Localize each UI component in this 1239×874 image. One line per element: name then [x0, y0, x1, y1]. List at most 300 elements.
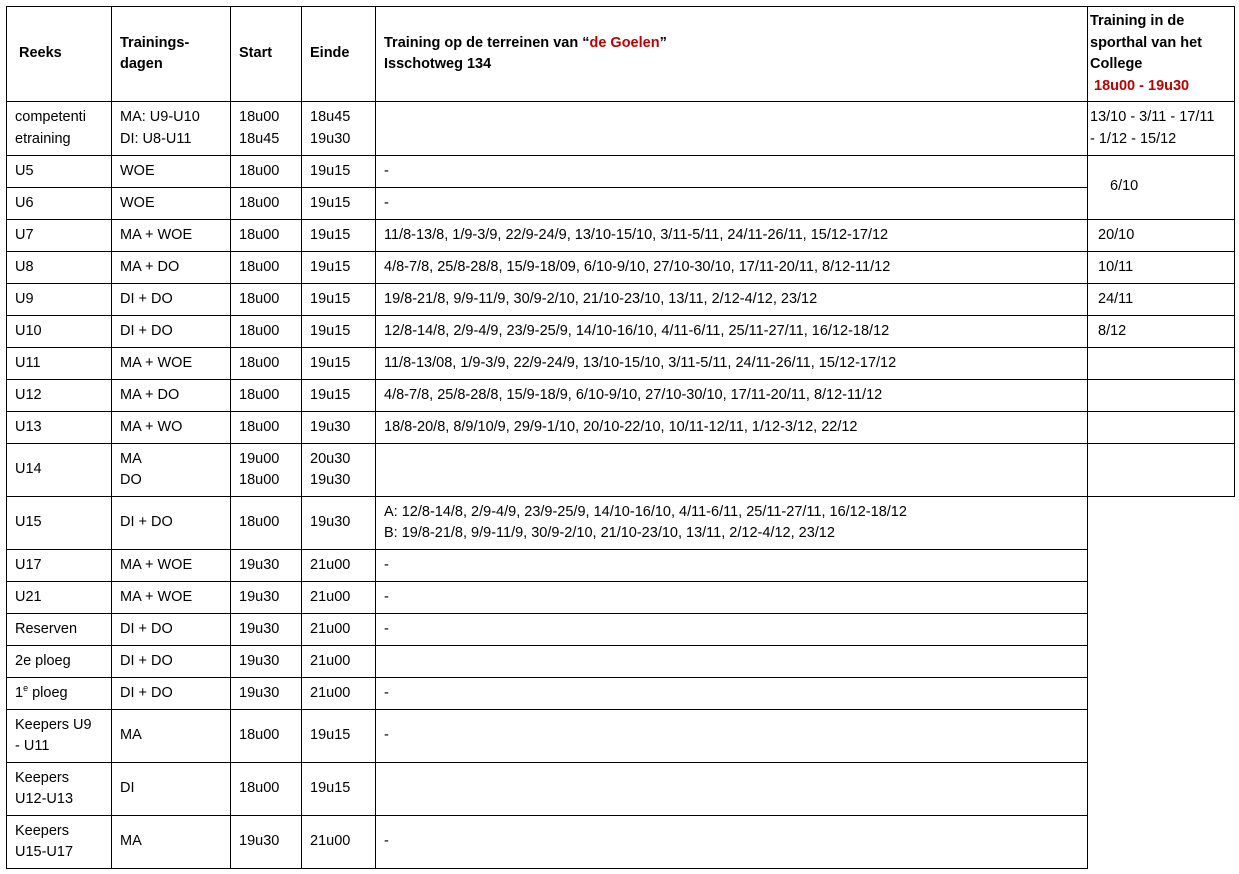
row-sporthal-text — [1098, 225, 1226, 247]
row-terrein — [375, 443, 1088, 497]
row-dagen-text — [120, 831, 222, 853]
row-start-text — [239, 619, 293, 641]
row-einde-line: 19u15 — [310, 780, 351, 797]
row-terrein-text — [384, 619, 1079, 641]
row-start-line: 18u00 — [239, 162, 280, 179]
row-terrein-line: 4/8-7/8, 25/8-28/8, 15/9-18/9, 6/10-9/10, 27/10-30/10, 17/11-20/11, 8/12-11/12 — [384, 386, 883, 403]
row-terrein-text — [384, 587, 1079, 609]
row-reeks-text — [15, 257, 103, 279]
row-einde — [301, 379, 376, 412]
row-terrein-line: B: 19/8-21/8, 9/9-11/9, 30/9-2/10, 21/10-23/10, 13/11, 2/12-4/12, 23/12 — [384, 525, 835, 541]
row-dagen — [111, 315, 231, 348]
row-terrein-line: 18/8-20/8, 8/9/10/9, 29/9-1/10, 20/10-22/10, 10/11-12/11, 1/12-3/12, 22/12 — [384, 418, 858, 435]
row-dagen-text — [120, 107, 222, 150]
row-start — [230, 549, 302, 582]
row-terrein-line: 4/8-7/8, 25/8-28/8, 15/9-18/09, 6/10-9/10, 27/10-30/10, 17/11-20/11, 8/12-11/12 — [384, 258, 891, 275]
row-sporthal-line: 10/11 — [1098, 258, 1134, 275]
row-start-line: 18u00 — [239, 226, 280, 243]
row-start — [230, 443, 302, 497]
row-dagen-text — [120, 778, 222, 800]
row-start — [230, 283, 302, 316]
row-einde-line: 19u15 — [310, 290, 351, 307]
row-start-text — [239, 257, 293, 279]
row-reeks-text — [15, 107, 103, 150]
header-start-label: Start — [239, 45, 273, 62]
row-sporthal-line: 20/10 — [1098, 226, 1135, 243]
row-start-line: 18u00 — [239, 258, 280, 275]
row-terrein — [375, 709, 1088, 763]
row-start-text — [239, 225, 293, 247]
row-start-text — [239, 193, 293, 215]
row-reeks — [6, 411, 112, 444]
row-start — [230, 677, 302, 710]
row-terrein-text — [384, 555, 1079, 577]
row-terrein — [375, 251, 1088, 284]
row-sporthal — [1087, 101, 1235, 156]
row-sporthal — [1087, 251, 1235, 284]
row-start-line: 19u30 — [239, 620, 280, 637]
row-reeks-text — [15, 161, 103, 183]
row-einde-text — [310, 417, 367, 439]
row-start-text — [239, 587, 293, 609]
row-start-text — [239, 449, 293, 492]
row-reeks-text — [15, 385, 103, 407]
row-reeks — [6, 709, 112, 763]
row-einde-text — [310, 587, 367, 609]
row-einde-text — [310, 831, 367, 853]
row-einde — [301, 155, 376, 188]
row-terrein-line: - — [384, 588, 389, 605]
row-reeks — [6, 347, 112, 380]
row-reeks-text — [15, 321, 103, 343]
row-einde-line: 19u15 — [310, 258, 351, 275]
row-einde — [301, 411, 376, 444]
row-reeks-line: Keepers — [15, 822, 70, 839]
row-start-text — [239, 512, 293, 534]
row-dagen-text — [120, 512, 222, 534]
row-einde-text — [310, 619, 367, 641]
row-terrein — [375, 677, 1088, 710]
row-start — [230, 613, 302, 646]
row-reeks-line: U11 — [15, 354, 41, 371]
row-einde — [301, 645, 376, 678]
row-start-text — [239, 161, 293, 183]
row-reeks — [6, 496, 112, 550]
row-terrein-line: - — [384, 833, 389, 850]
row-dagen — [111, 443, 231, 497]
row-einde — [301, 101, 376, 156]
row-einde-line: 21u00 — [310, 652, 351, 669]
row-terrein — [375, 379, 1088, 412]
row-terrein-text — [384, 321, 1079, 343]
header-sporthal-line: sporthal van het — [1090, 34, 1202, 51]
row-start-line: 19u30 — [239, 556, 280, 573]
row-start — [230, 187, 302, 220]
row-reeks-line: U13 — [15, 418, 42, 435]
row-dagen-text — [120, 225, 222, 247]
row-sporthal-line: 13/10 - 3/11 - 17/11 — [1090, 109, 1215, 125]
header-einde-label: Einde — [310, 45, 350, 62]
row-dagen — [111, 815, 231, 869]
row-reeks-superscript: e — [23, 682, 29, 693]
row-sporthal-line: - 1/12 - 15/12 — [1090, 130, 1177, 147]
row-start — [230, 379, 302, 412]
row-reeks-text — [15, 768, 103, 811]
row-reeks-line: - U11 — [15, 738, 50, 754]
row-dagen-text — [120, 161, 222, 183]
row-sporthal — [1087, 411, 1235, 444]
row-dagen-text — [120, 449, 222, 492]
row-sporthal — [1087, 379, 1235, 412]
row-einde — [301, 762, 376, 816]
row-start-line: 18u00 — [239, 727, 280, 744]
row-einde-line: 18u45 — [310, 109, 351, 125]
row-reeks-line: 2e ploeg — [15, 652, 71, 669]
row-einde-text — [310, 555, 367, 577]
row-dagen-line: DI + DO — [120, 322, 173, 339]
row-einde-text — [310, 289, 367, 311]
header-trainingsdagen-line: Trainings- — [120, 34, 190, 51]
row-dagen — [111, 613, 231, 646]
row-terrein — [375, 645, 1088, 678]
row-dagen-line: MA + WOE — [120, 226, 193, 243]
row-reeks — [6, 613, 112, 646]
row-terrein — [375, 411, 1088, 444]
header-start — [230, 6, 302, 102]
row-einde-line: 21u00 — [310, 684, 351, 701]
row-terrein — [375, 815, 1088, 869]
row-dagen — [111, 645, 231, 678]
row-reeks-text — [15, 651, 103, 673]
row-reeks — [6, 155, 112, 188]
row-dagen-line: DI + DO — [120, 514, 173, 531]
header-einde-text — [310, 43, 367, 65]
row-dagen-line: DI + DO — [120, 620, 173, 637]
row-dagen-text — [120, 289, 222, 311]
row-start-line: 18u00 — [239, 418, 280, 435]
row-dagen-line: MA: U9-U10 — [120, 109, 200, 125]
row-start-text — [239, 651, 293, 673]
row-reeks-text — [15, 555, 103, 577]
row-reeks — [6, 645, 112, 678]
row-einde — [301, 443, 376, 497]
row-start-text — [239, 725, 293, 747]
row-dagen — [111, 549, 231, 582]
row-terrein — [375, 549, 1088, 582]
row-reeks — [6, 379, 112, 412]
row-einde-line: 21u00 — [310, 556, 351, 573]
row-sporthal-text — [1098, 321, 1226, 343]
row-einde-line: 19u15 — [310, 194, 351, 211]
row-dagen — [111, 155, 231, 188]
row-einde — [301, 187, 376, 220]
row-dagen — [111, 496, 231, 550]
row-terrein-text — [384, 289, 1079, 311]
row-terrein-line: 11/8-13/8, 1/9-3/9, 22/9-24/9, 13/10-15/10, 3/11-5/11, 24/11-26/11, 15/12-17/12 — [384, 226, 889, 243]
row-reeks-line: U15 — [15, 514, 42, 531]
row-einde — [301, 709, 376, 763]
row-reeks — [6, 762, 112, 816]
row-reeks-text — [15, 417, 103, 439]
row-terrein-text — [384, 417, 1079, 439]
row-start-line: 18u00 — [239, 354, 280, 371]
row-reeks-line: Keepers — [15, 769, 70, 786]
row-einde-line: 19u30 — [310, 514, 351, 531]
row-start-line: 19u00 — [239, 450, 280, 467]
header-terrein-prefix: Training op de terreinen van “ — [384, 34, 590, 51]
row-dagen-line: MA + DO — [120, 258, 180, 275]
row-terrein — [375, 581, 1088, 614]
row-terrein-text — [384, 193, 1079, 215]
header-sporthal-line: College — [1090, 56, 1143, 72]
row-terrein — [375, 496, 1088, 550]
row-start-text — [239, 107, 293, 150]
row-dagen-text — [120, 257, 222, 279]
row-dagen — [111, 411, 231, 444]
row-reeks — [6, 443, 112, 497]
header-terrein-suffix: ” — [659, 34, 667, 51]
row-dagen-text — [120, 321, 222, 343]
row-start-line: 18u00 — [239, 386, 280, 403]
header-reeks — [6, 6, 112, 102]
row-einde-line: 21u00 — [310, 620, 351, 637]
row-reeks-line: U12 — [15, 386, 42, 403]
header-terrein-text — [384, 33, 1079, 76]
row-start-line: 18u45 — [239, 130, 280, 147]
row-dagen-text — [120, 587, 222, 609]
row-einde-line: 19u15 — [310, 727, 351, 744]
row-dagen — [111, 187, 231, 220]
row-dagen — [111, 762, 231, 816]
row-einde-text — [310, 683, 367, 705]
header-trainingsdagen-text — [120, 33, 222, 76]
header-reeks-label: Reeks — [19, 45, 62, 62]
row-start — [230, 645, 302, 678]
header-terrein-title — [384, 33, 1079, 55]
row-terrein-line: - — [384, 162, 389, 179]
row-start-line: 19u30 — [239, 833, 280, 850]
header-sporthal-text — [1090, 11, 1226, 97]
row-dagen-text — [120, 385, 222, 407]
row-start-text — [239, 321, 293, 343]
row-reeks-text — [15, 715, 103, 758]
row-sporthal — [1087, 219, 1235, 252]
row-reeks-line — [15, 683, 103, 705]
header-reeks-text — [19, 43, 103, 65]
row-reeks — [6, 315, 112, 348]
row-reeks-line: U21 — [15, 588, 42, 605]
row-reeks — [6, 283, 112, 316]
row-dagen-line: WOE — [120, 162, 155, 179]
row-start-line: 18u00 — [239, 472, 280, 488]
row-reeks-text — [15, 225, 103, 247]
row-dagen-line: DI: U8-U11 — [120, 130, 192, 147]
row-reeks-text — [15, 587, 103, 609]
row-reeks-text — [15, 512, 103, 534]
header-sporthal — [1087, 6, 1235, 102]
row-reeks-line: U7 — [15, 226, 34, 243]
row-reeks — [6, 251, 112, 284]
row-start — [230, 347, 302, 380]
row-reeks — [6, 677, 112, 710]
row-dagen-text — [120, 417, 222, 439]
row-dagen-line: DO — [120, 472, 142, 488]
row-einde-line: 19u15 — [310, 226, 351, 243]
row-dagen-line: MA + WOE — [120, 556, 193, 573]
row-reeks — [6, 581, 112, 614]
row-dagen-text — [120, 651, 222, 673]
row-dagen-line: MA — [120, 727, 142, 744]
row-dagen-line: WOE — [120, 194, 155, 211]
row-dagen-line: MA — [120, 833, 142, 850]
row-terrein-line: - — [384, 620, 389, 637]
row-reeks-text — [15, 353, 103, 375]
row-einde-text — [310, 512, 367, 534]
row-start-text — [239, 417, 293, 439]
row-start — [230, 315, 302, 348]
row-dagen-text — [120, 193, 222, 215]
row-dagen — [111, 283, 231, 316]
row-terrein-text — [384, 161, 1079, 183]
row-dagen-line: DI + DO — [120, 290, 173, 307]
row-sporthal-line: 8/12 — [1098, 322, 1127, 339]
row-start-line: 18u00 — [239, 194, 280, 211]
row-start — [230, 496, 302, 550]
row-dagen-text — [120, 555, 222, 577]
row-start — [230, 251, 302, 284]
row-terrein-text — [384, 257, 1079, 279]
row-dagen-line: DI — [120, 780, 135, 797]
row-sporthal — [1087, 443, 1235, 497]
row-reeks-line: U9 — [15, 290, 34, 307]
row-einde — [301, 581, 376, 614]
row-reeks — [6, 101, 112, 156]
row-start — [230, 155, 302, 188]
row-dagen-line: DI + DO — [120, 684, 173, 701]
row-terrein — [375, 347, 1088, 380]
row-start-text — [239, 831, 293, 853]
row-start-line: 18u00 — [239, 514, 280, 531]
row-einde-line: 20u30 — [310, 450, 351, 467]
row-dagen-text — [120, 619, 222, 641]
row-start-text — [239, 385, 293, 407]
row-einde — [301, 496, 376, 550]
row-terrein-line: 11/8-13/08, 1/9-3/9, 22/9-24/9, 13/10-15/10, 3/11-5/11, 24/11-26/11, 15/12-17/12 — [384, 354, 897, 371]
row-terrein — [375, 101, 1088, 156]
row-sporthal-text — [1098, 257, 1226, 279]
row-terrein — [375, 283, 1088, 316]
row-dagen-text — [120, 683, 222, 705]
row-start — [230, 815, 302, 869]
row-dagen-line: MA — [120, 450, 142, 467]
row-start-text — [239, 353, 293, 375]
row-einde-line: 19u15 — [310, 322, 351, 339]
row-dagen-text — [120, 725, 222, 747]
row-start-text — [239, 555, 293, 577]
row-terrein-text — [384, 683, 1079, 705]
row-einde — [301, 613, 376, 646]
row-start-line: 19u30 — [239, 588, 280, 605]
row-einde-text — [310, 193, 367, 215]
row-terrein-text — [384, 385, 1079, 407]
header-start-text — [239, 43, 293, 65]
row-sporthal-merged-text — [1110, 176, 1226, 198]
row-sporthal-text — [1098, 289, 1226, 311]
row-einde-line: 19u15 — [310, 386, 351, 403]
row-einde-text — [310, 353, 367, 375]
row-reeks-text — [15, 459, 103, 481]
row-dagen — [111, 677, 231, 710]
row-einde-line: 19u30 — [310, 418, 351, 435]
row-einde-text — [310, 385, 367, 407]
row-terrein-line: 12/8-14/8, 2/9-4/9, 23/9-25/9, 14/10-16/10, 4/11-6/11, 25/11-27/11, 16/12-18/12 — [384, 322, 890, 339]
row-start-line: 19u30 — [239, 652, 280, 669]
row-einde-line: 19u15 — [310, 354, 351, 371]
row-start-text — [239, 683, 293, 705]
row-terrein-text — [384, 725, 1079, 747]
header-sporthal-line: Training in de — [1090, 13, 1185, 29]
row-einde-line: 21u00 — [310, 833, 351, 850]
row-terrein — [375, 219, 1088, 252]
row-terrein-line: 19/8-21/8, 9/9-11/9, 30/9-2/10, 21/10-23/10, 13/11, 2/12-4/12, 23/12 — [384, 290, 818, 307]
row-dagen-text — [120, 353, 222, 375]
row-einde — [301, 283, 376, 316]
row-sporthal-text — [1090, 107, 1226, 150]
row-reeks-text — [15, 289, 103, 311]
row-einde — [301, 677, 376, 710]
row-dagen-line: MA + WO — [120, 418, 183, 435]
row-dagen — [111, 581, 231, 614]
row-terrein — [375, 187, 1088, 220]
row-sporthal-line: 24/11 — [1098, 290, 1134, 307]
header-sporthal-time: 18u00 - 19u30 — [1094, 77, 1190, 94]
header-terrein — [375, 6, 1088, 102]
row-reeks-line: U8 — [15, 258, 34, 275]
row-start-line: 19u30 — [239, 684, 280, 701]
row-reeks-line: U12-U13 — [15, 791, 74, 807]
row-terrein-line: - — [384, 684, 389, 701]
header-trainingsdagen — [111, 6, 231, 102]
row-reeks-line: U14 — [15, 461, 42, 478]
row-start — [230, 581, 302, 614]
row-reeks — [6, 815, 112, 869]
row-einde — [301, 549, 376, 582]
row-sporthal — [1087, 283, 1235, 316]
row-einde — [301, 315, 376, 348]
row-terrein — [375, 613, 1088, 646]
row-einde-text — [310, 161, 367, 183]
row-start — [230, 762, 302, 816]
row-dagen-line: MA + WOE — [120, 588, 193, 605]
row-reeks-number: 1 — [15, 684, 24, 701]
row-terrein-text — [384, 225, 1079, 247]
row-einde-line: 19u30 — [310, 472, 351, 488]
row-start — [230, 101, 302, 156]
row-sporthal-merged — [1087, 155, 1235, 220]
row-terrein-line: - — [384, 727, 389, 744]
row-terrein-line: - — [384, 194, 389, 211]
row-reeks-text — [15, 193, 103, 215]
row-dagen-line: MA + DO — [120, 386, 180, 403]
row-start-text — [239, 778, 293, 800]
row-reeks-text — [15, 619, 103, 641]
row-reeks-line: U6 — [15, 194, 34, 211]
row-terrein — [375, 315, 1088, 348]
row-einde-text — [310, 651, 367, 673]
row-dagen-line: MA + WOE — [120, 354, 193, 371]
row-einde-text — [310, 778, 367, 800]
row-einde-line: 21u00 — [310, 588, 351, 605]
